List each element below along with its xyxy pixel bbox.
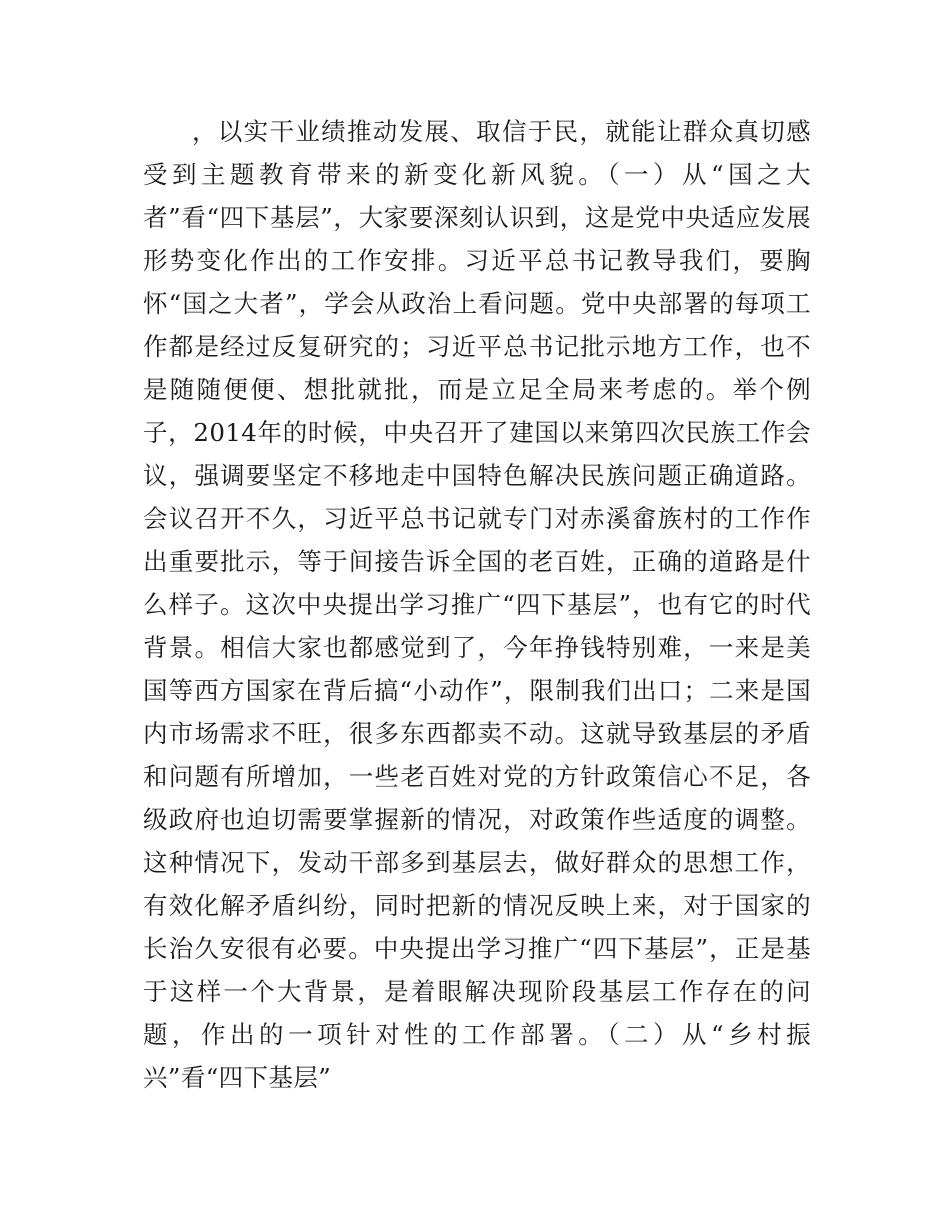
body-paragraph: ，以实干业绩推动发展、取信于民，就能让群众真切感受到主题教育带来的新变化新风貌。（一）从“国之大者”看“四下基层”，大家要深刻认识到，这是党中央适应发展形势变化作出的工作安排。习近平总书记教导我们，要胸怀“国之大者”，学会从政治上看问题。党中央部署的每项工作都是经过反复研究的；习近平总书记批示地方工作，也不是随随便便、想批就批，而是立足全局来考虑的。举个例子，2014年的时候，中央召开了建国以来第四次民族工作会议，强调要坚定不移地走中国特色解决民族问题正确道路。会议召开不久，习近平总书记就专门对赤溪畲族村的工作作出重要批示，等于间接告诉全国的老百姓，正确的道路是什么样子。这次中央提出学习推广“四下基层”，也有它的时代背景。相信大家也都感觉到了，今年挣钱特别难，一来是美国等西方国家在背后搞“小动作”，限制我们出口；二来是国内市场需求不旺，很多东西都卖不动。这就导致基层的矛盾和问题有所增加，一些老百姓对党的方针政策信心不足，各级政府也迫切需要掌握新的情况，对政策作些适度的调整。这种情况下，发动干部多到基层去，做好群众的思想工作，有效化解矛盾纠纷，同时把新的情况反映上来，对于国家的长治久安很有必要。中央提出学习推广“四下基层”，正是基于这样一个大背景，是着眼解决现阶段基层工作存在的问题，作出的一项针对性的工作部署。（二）从“乡村振兴”看“四下基层” <box>143 117 811 1092</box>
